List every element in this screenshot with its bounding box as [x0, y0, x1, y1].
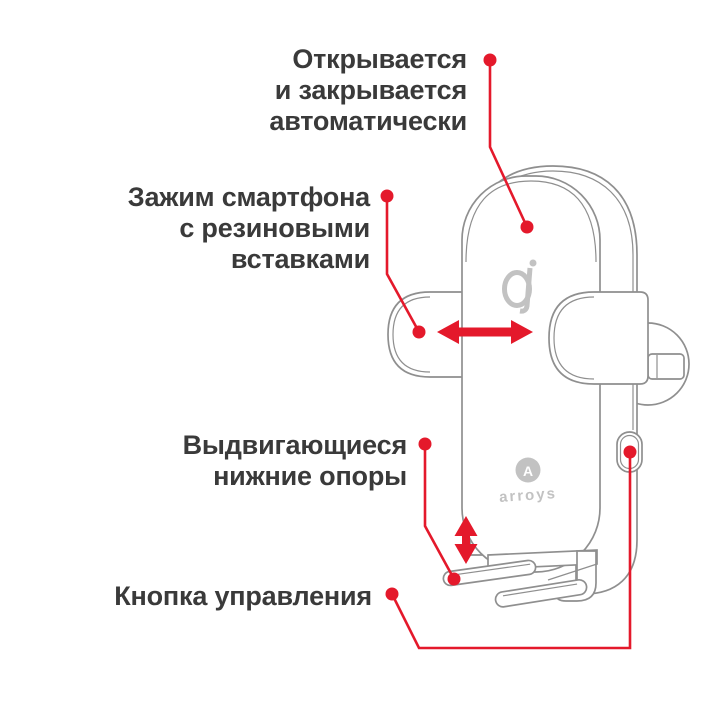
right-clamp-arm [549, 292, 648, 384]
label-line: Выдвигающиеся [182, 430, 407, 460]
label-line: и закрывается [274, 75, 467, 105]
label-line: Открывается [292, 44, 467, 74]
arroys-logo-initial: A [522, 463, 534, 479]
label-line: с резиновыми [179, 213, 370, 243]
label-control-button [114, 581, 372, 612]
label-line: нижние опоры [213, 461, 407, 491]
label-auto-open [269, 44, 467, 137]
leader-lower-supports [425, 444, 454, 579]
label-lower-supports [183, 430, 407, 492]
label-phone-clamp [128, 182, 370, 275]
label-line: вставками [230, 244, 370, 274]
label-line: автоматически [269, 106, 467, 136]
label-line: Зажим смартфона [127, 182, 370, 212]
label-line: Кнопка управления [114, 581, 372, 611]
arroys-logo-text: arroys [498, 485, 558, 506]
